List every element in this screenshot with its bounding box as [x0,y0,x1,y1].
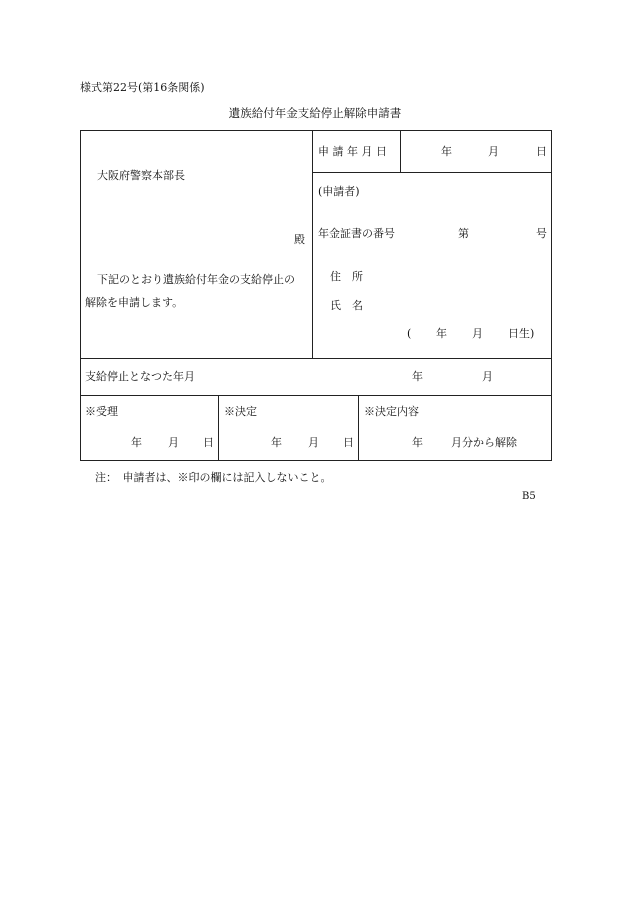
decision-label: ※決定 [224,405,257,418]
request-text-line2: 解除を申請します。 [85,296,184,309]
decision-date-day: 日 [343,436,354,449]
footer-note: 注： 申請者は、※印の欄には記入しないこと。 [95,471,332,484]
certificate-dai: 第 [458,227,469,240]
table-divider-bottom-2 [358,395,359,460]
application-date-day: 日 [536,145,547,158]
decision-content-year: 年 [412,436,423,449]
birth-date-day: 日生) [508,327,535,340]
addressee: 大阪府警察本部長 [97,169,185,182]
receipt-date-year: 年 [131,436,142,449]
receipt-label: ※受理 [85,405,118,418]
form-title: 遺族給付年金支給停止解除申請書 [228,106,402,120]
paper-size-label: B5 [522,491,536,502]
birth-date-open-paren: ( [407,327,412,340]
application-date-month: 月 [488,145,499,158]
suspension-date-label: 支給停止となつた年月 [85,370,195,383]
application-date-year: 年 [441,145,452,158]
request-text-line1: 下記のとおり遺族給付年金の支給停止の [97,273,295,286]
decision-content-month-release: 月分から解除 [451,436,517,449]
table-border-main-bottom [80,358,552,359]
table-divider-date [400,130,401,172]
table-divider-bottom-1 [218,395,219,460]
table-border-date-row [312,172,552,173]
application-date-label: 申 請 年 月 日 [318,145,387,158]
table-border-left [80,130,81,460]
table-border-right [551,130,552,460]
decision-date-year: 年 [271,436,282,449]
birth-date-month: 月 [472,327,483,340]
suspension-date-month: 月 [482,370,493,383]
birth-date-year: 年 [436,327,447,340]
certificate-number-label: 年金証書の番号 [318,227,395,240]
honorific: 殿 [294,233,305,246]
certificate-go: 号 [536,227,547,240]
name-label: 氏 名 [330,299,363,312]
applicant-heading: (申請者) [318,185,360,198]
decision-date-month: 月 [308,436,319,449]
form-number: 様式第22号(第16条関係) [80,81,205,94]
table-divider-main [312,130,313,358]
receipt-date-month: 月 [168,436,179,449]
suspension-date-year: 年 [412,370,423,383]
address-label: 住 所 [330,270,363,283]
receipt-date-day: 日 [203,436,214,449]
decision-content-label: ※決定内容 [364,405,419,418]
table-border-suspension-bottom [80,395,552,396]
table-border-top [80,130,552,131]
table-border-bottom [80,460,552,461]
